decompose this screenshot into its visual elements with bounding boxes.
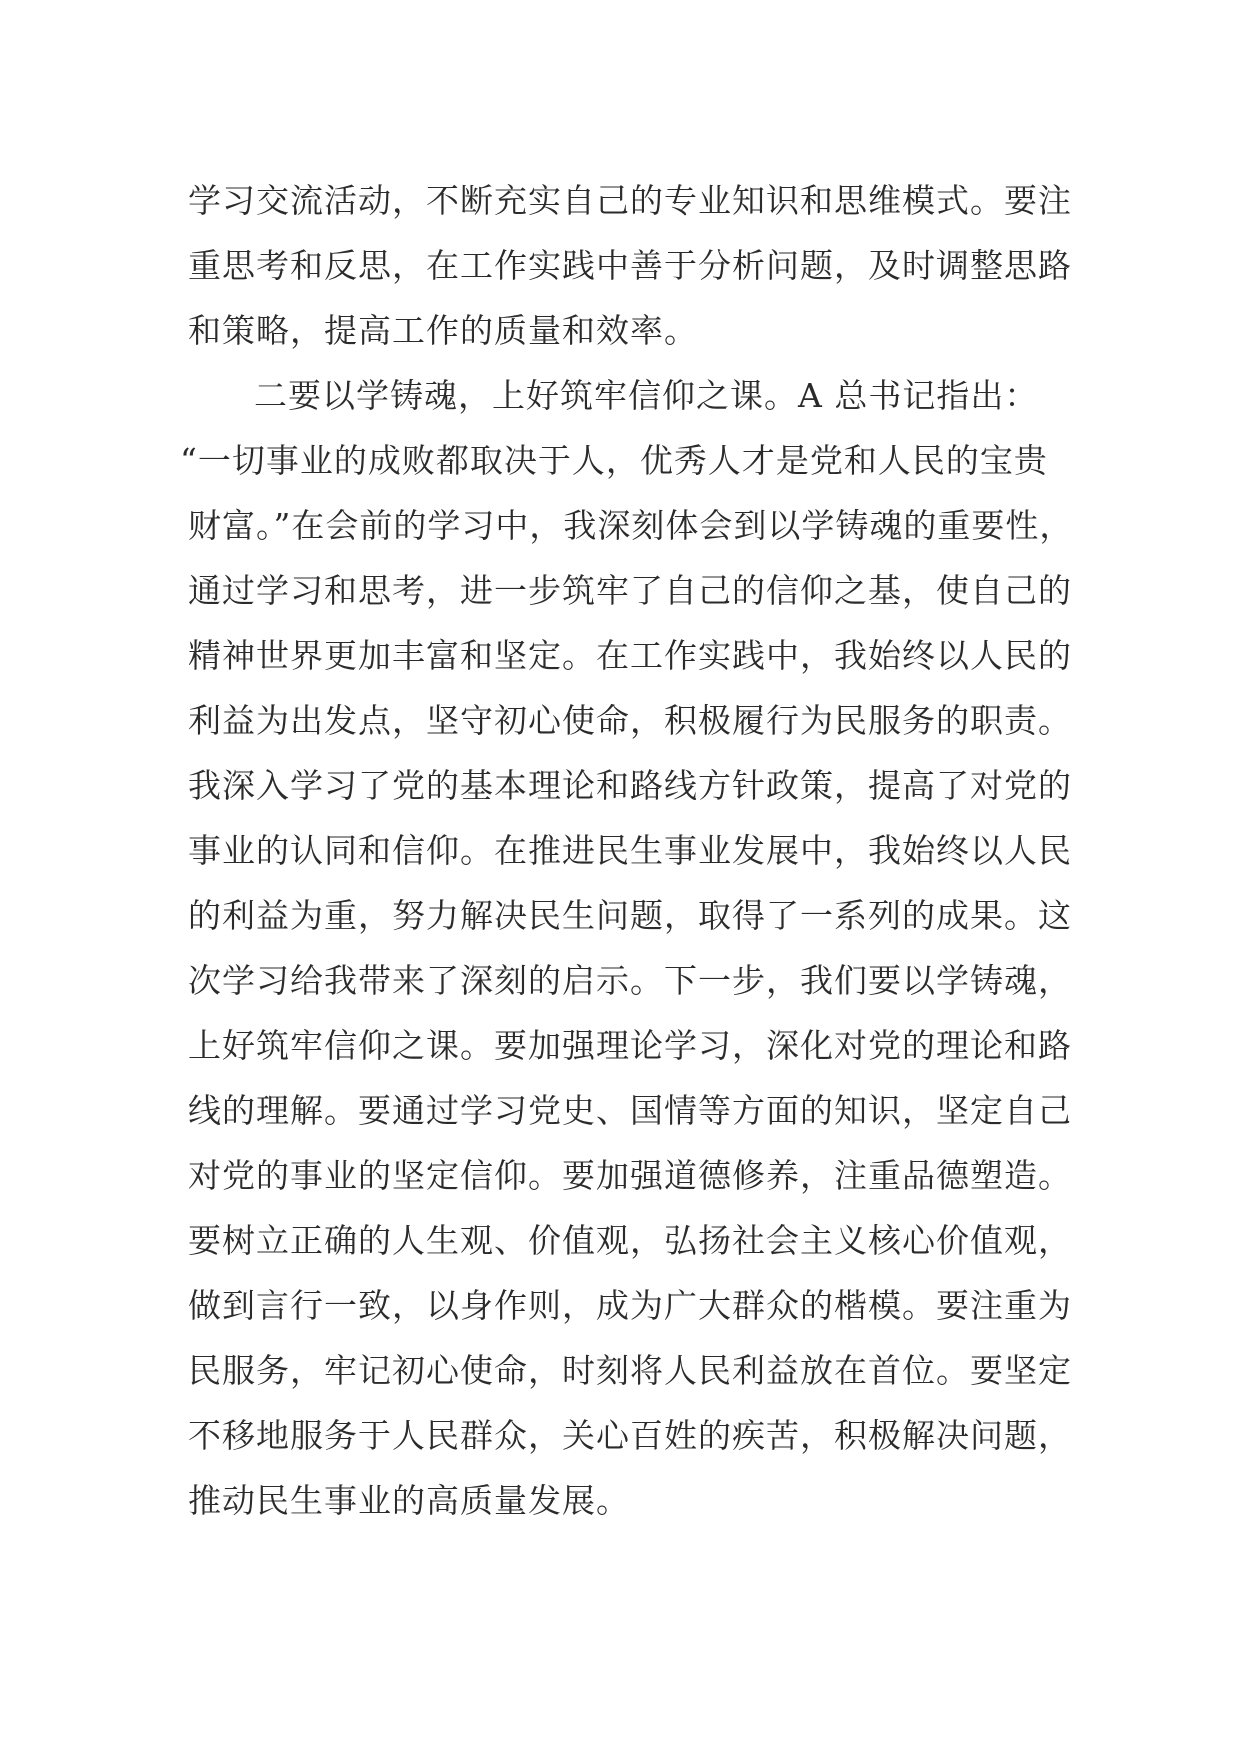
text-line: 学习交流活动，不断充实自己的专业知识和思维模式。要注: [188, 181, 1072, 220]
text-line: 不移地服务于人民群众，关心百姓的疾苦，积极解决问题，: [188, 1416, 1072, 1455]
text-line: 做到言行一致，以身作则，成为广大群众的楷模。要注重为: [188, 1286, 1072, 1325]
text-line: 推动民生事业的高质量发展。: [188, 1481, 630, 1520]
text-line: 次学习给我带来了深刻的启示。下一步，我们要以学铸魂，: [188, 961, 1072, 1000]
text-line: 通过学习和思考，进一步筑牢了自己的信仰之基，使自己的: [188, 571, 1072, 610]
text-line: 民服务，牢记初心使命，时刻将人民利益放在首位。要坚定: [188, 1351, 1072, 1390]
text-line: 事业的认同和信仰。在推进民生事业发展中，我始终以人民: [188, 831, 1072, 870]
text-line: “一切事业的成败都取决于人，优秀人才是党和人民的宝贵: [180, 441, 1048, 480]
text-line: 利益为出发点，坚守初心使命，积极履行为民服务的职责。: [188, 701, 1072, 740]
text-line: 的利益为重，努力解决民生问题，取得了一系列的成果。这: [188, 896, 1072, 935]
text-line: 线的理解。要通过学习党史、国情等方面的知识，坚定自己: [188, 1091, 1072, 1130]
text-line: 我深入学习了党的基本理论和路线方针政策，提高了对党的: [188, 766, 1072, 805]
text-line: 和策略，提高工作的质量和效率。: [188, 311, 698, 350]
text-line: 对党的事业的坚定信仰。要加强道德修养，注重品德塑造。: [188, 1156, 1072, 1195]
text-line: 要树立正确的人生观、价值观，弘扬社会主义核心价值观，: [188, 1221, 1072, 1260]
body-text: [180, 168, 1074, 1533]
text-line: 精神世界更加丰富和坚定。在工作实践中，我始终以人民的: [188, 636, 1072, 675]
text-line: 上好筑牢信仰之课。要加强理论学习，深化对党的理论和路: [188, 1026, 1072, 1065]
text-line: 财富。”在会前的学习中，我深刻体会到以学铸魂的重要性，: [188, 506, 1074, 545]
paragraph-heading-line: 二要以学铸魂，上好筑牢信仰之课。A 总书记指出：: [254, 376, 1039, 415]
text-line: 重思考和反思，在工作实践中善于分析问题，及时调整思路: [188, 246, 1072, 285]
